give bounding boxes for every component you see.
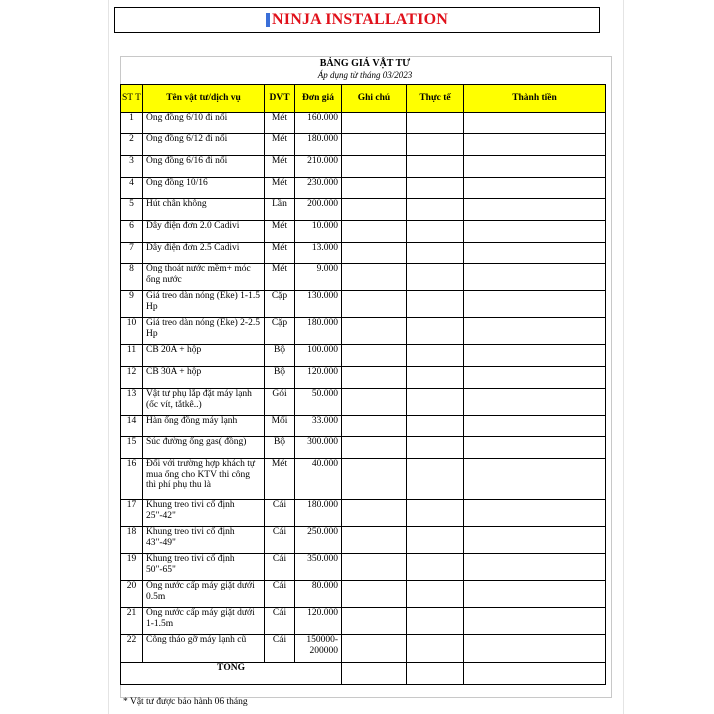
table-header-row: [121, 85, 606, 113]
row-stt-cell: 22: [121, 635, 143, 663]
row-price-cell: 200.000: [295, 199, 342, 221]
table-row: [121, 527, 606, 554]
document-title: BẢNG GIÁ VẬT TƯ: [319, 58, 411, 69]
row-name-cell: Ống nước cấp máy giặt dưới 0.5m: [143, 581, 265, 608]
row-stt-cell: 17: [121, 500, 143, 527]
row-stt-cell: 16: [121, 459, 143, 500]
row-actual-cell[interactable]: [407, 199, 464, 221]
row-actual-cell[interactable]: [407, 389, 464, 416]
row-name-cell: Ống đồng 6/16 đi nổi: [143, 156, 265, 178]
row-name-cell: Hút chân không: [143, 199, 265, 221]
total-amount-cell[interactable]: [464, 663, 606, 685]
row-dvt-cell: Mét: [265, 113, 295, 134]
row-total-cell[interactable]: [464, 178, 606, 199]
row-dvt-cell: Cặp: [265, 318, 295, 345]
row-price-cell: 230.000: [295, 178, 342, 199]
row-name-cell: CB 30A + hộp: [143, 367, 265, 389]
row-actual-cell[interactable]: [407, 367, 464, 389]
row-name-cell: Giá treo dàn nóng (Eke) 1-1.5 Hp: [143, 291, 265, 318]
table-row: [121, 243, 606, 264]
row-actual-cell[interactable]: [407, 113, 464, 134]
header-title: NINJA INSTALLATION: [272, 11, 448, 28]
row-total-cell[interactable]: [464, 635, 606, 663]
row-total-cell[interactable]: [464, 291, 606, 318]
row-note-cell[interactable]: [342, 554, 407, 581]
row-note-cell[interactable]: [342, 178, 407, 199]
row-note-cell[interactable]: [342, 389, 407, 416]
row-total-cell[interactable]: [464, 221, 606, 243]
row-actual-cell[interactable]: [407, 221, 464, 243]
row-dvt-cell: Cặp: [265, 291, 295, 318]
row-stt-cell: 8: [121, 264, 143, 291]
row-price-cell: 9.000: [295, 264, 342, 291]
row-actual-cell[interactable]: [407, 243, 464, 264]
row-name-cell: Khung treo tivi cố định 25"-42": [143, 500, 265, 527]
row-price-cell: 180.000: [295, 318, 342, 345]
row-price-cell: 180.000: [295, 134, 342, 156]
row-price-cell: 10.000: [295, 221, 342, 243]
row-price-cell: 180.000: [295, 500, 342, 527]
row-total-cell[interactable]: [464, 243, 606, 264]
row-dvt-cell: Bộ: [265, 345, 295, 367]
row-price-cell: 120.000: [295, 608, 342, 635]
row-stt-cell: 2: [121, 134, 143, 156]
row-stt-cell: 15: [121, 437, 143, 459]
row-stt-cell: 4: [121, 178, 143, 199]
row-name-cell: Khung treo tivi cố định 50"-65": [143, 554, 265, 581]
table-row: [121, 500, 606, 527]
row-dvt-cell: Mét: [265, 178, 295, 199]
row-note-cell[interactable]: [342, 437, 407, 459]
row-note-cell[interactable]: [342, 243, 407, 264]
row-actual-cell[interactable]: [407, 345, 464, 367]
row-total-cell[interactable]: [464, 527, 606, 554]
row-total-cell[interactable]: [464, 345, 606, 367]
row-name-cell: Đối với trường hợp khách tự mua ống cho KTV thi công thì phí phụ thu là: [143, 459, 265, 500]
row-note-cell[interactable]: [342, 221, 407, 243]
row-actual-cell[interactable]: [407, 554, 464, 581]
table-row: [121, 459, 606, 500]
column-header-actual: Thực tế: [407, 85, 464, 113]
row-price-cell: 40.000: [295, 459, 342, 500]
price-table: [120, 84, 606, 685]
row-note-cell[interactable]: [342, 318, 407, 345]
row-price-cell: 33.000: [295, 416, 342, 437]
row-actual-cell[interactable]: [407, 581, 464, 608]
row-total-cell[interactable]: [464, 459, 606, 500]
column-header-name: Tên vật tư/dịch vụ: [143, 85, 265, 113]
row-total-cell[interactable]: [464, 367, 606, 389]
table-row: [121, 608, 606, 635]
row-note-cell[interactable]: [342, 291, 407, 318]
row-note-cell[interactable]: [342, 199, 407, 221]
row-note-cell[interactable]: [342, 500, 407, 527]
table-row: [121, 264, 606, 291]
row-name-cell: Vật tư phụ lắp đặt máy lạnh (ốc vít, tắtkê..): [143, 389, 265, 416]
row-note-cell[interactable]: [342, 635, 407, 663]
table-row: [121, 554, 606, 581]
row-dvt-cell: Mét: [265, 134, 295, 156]
row-dvt-cell: Mối: [265, 416, 295, 437]
row-stt-cell: 10: [121, 318, 143, 345]
row-actual-cell[interactable]: [407, 178, 464, 199]
row-total-cell[interactable]: [464, 581, 606, 608]
row-name-cell: Ống đồng 10/16: [143, 178, 265, 199]
row-dvt-cell: Lần: [265, 199, 295, 221]
row-note-cell[interactable]: [342, 581, 407, 608]
header-box: [114, 7, 600, 33]
row-total-cell[interactable]: [464, 113, 606, 134]
row-name-cell: CB 20A + hộp: [143, 345, 265, 367]
row-actual-cell[interactable]: [407, 156, 464, 178]
column-header-dvt: DVT: [265, 85, 295, 113]
row-total-cell[interactable]: [464, 389, 606, 416]
row-dvt-cell: Mét: [265, 221, 295, 243]
total-label: TỔNG: [121, 663, 342, 685]
row-total-cell[interactable]: [464, 500, 606, 527]
row-dvt-cell: Mét: [265, 264, 295, 291]
table-row: [121, 389, 606, 416]
row-stt-cell: 13: [121, 389, 143, 416]
table-row: [121, 178, 606, 199]
row-price-cell: 250.000: [295, 527, 342, 554]
row-dvt-cell: Gói: [265, 389, 295, 416]
row-stt-cell: 11: [121, 345, 143, 367]
row-name-cell: Khung treo tivi cố định 43"-49": [143, 527, 265, 554]
table-row: [121, 345, 606, 367]
row-stt-cell: 3: [121, 156, 143, 178]
table-row: [121, 581, 606, 608]
row-note-cell[interactable]: [342, 156, 407, 178]
column-header-note: Ghi chú: [342, 85, 407, 113]
row-dvt-cell: Cái: [265, 635, 295, 663]
row-stt-cell: 21: [121, 608, 143, 635]
row-total-cell[interactable]: [464, 134, 606, 156]
row-note-cell[interactable]: [342, 367, 407, 389]
row-note-cell[interactable]: [342, 113, 407, 134]
row-price-cell: 100.000: [295, 345, 342, 367]
row-name-cell: Dây điện đơn 2.0 Cadivi: [143, 221, 265, 243]
row-note-cell[interactable]: [342, 527, 407, 554]
row-name-cell: Công tháo gỡ máy lạnh cũ: [143, 635, 265, 663]
row-price-cell: 150000-200000: [295, 635, 342, 663]
row-stt-cell: 20: [121, 581, 143, 608]
row-stt-cell: 14: [121, 416, 143, 437]
row-actual-cell[interactable]: [407, 500, 464, 527]
row-note-cell[interactable]: [342, 345, 407, 367]
row-actual-cell[interactable]: [407, 318, 464, 345]
row-dvt-cell: Bộ: [265, 437, 295, 459]
row-stt-cell: 9: [121, 291, 143, 318]
column-header-total: Thành tiền: [464, 85, 606, 113]
row-actual-cell[interactable]: [407, 527, 464, 554]
row-total-cell[interactable]: [464, 437, 606, 459]
row-dvt-cell: Cái: [265, 608, 295, 635]
table-row: [121, 367, 606, 389]
row-actual-cell[interactable]: [407, 635, 464, 663]
row-price-cell: 120.000: [295, 367, 342, 389]
total-actual-cell[interactable]: [407, 663, 464, 685]
table-row: [121, 156, 606, 178]
row-total-cell[interactable]: [464, 318, 606, 345]
table-row: [121, 635, 606, 663]
table-row: [121, 221, 606, 243]
row-price-cell: 210.000: [295, 156, 342, 178]
row-actual-cell[interactable]: [407, 608, 464, 635]
row-total-cell[interactable]: [464, 264, 606, 291]
row-name-cell: Ống nước cấp máy giặt dưới 1-1.5m: [143, 608, 265, 635]
table-row: [121, 437, 606, 459]
row-price-cell: 50.000: [295, 389, 342, 416]
row-actual-cell[interactable]: [407, 291, 464, 318]
row-name-cell: Súc đường ống gas( đồng): [143, 437, 265, 459]
document-subtitle: Áp dụng từ tháng 03/2023: [317, 70, 413, 80]
table-row: [121, 113, 606, 134]
table-row: [121, 318, 606, 345]
row-price-cell: 160.000: [295, 113, 342, 134]
total-row: [121, 663, 606, 685]
row-stt-cell: 7: [121, 243, 143, 264]
row-dvt-cell: Cái: [265, 500, 295, 527]
row-price-cell: 300.000: [295, 437, 342, 459]
row-stt-cell: 1: [121, 113, 143, 134]
row-stt-cell: 19: [121, 554, 143, 581]
table-row: [121, 416, 606, 437]
row-dvt-cell: Mét: [265, 243, 295, 264]
column-header-price: Đơn giá: [295, 85, 342, 113]
row-stt-cell: 5: [121, 199, 143, 221]
row-total-cell[interactable]: [464, 156, 606, 178]
row-note-cell[interactable]: [342, 134, 407, 156]
row-note-cell[interactable]: [342, 608, 407, 635]
row-price-cell: 350.000: [295, 554, 342, 581]
row-dvt-cell: Mét: [265, 156, 295, 178]
row-note-cell[interactable]: [342, 264, 407, 291]
row-name-cell: Dây điện đơn 2.5 Cadivi: [143, 243, 265, 264]
row-dvt-cell: Cái: [265, 527, 295, 554]
row-actual-cell[interactable]: [407, 459, 464, 500]
row-stt-cell: 6: [121, 221, 143, 243]
table-row: [121, 134, 606, 156]
row-name-cell: Ống đồng 6/12 đi nổi: [143, 134, 265, 156]
row-name-cell: Giá treo dàn nóng (Eke) 2-2.5 Hp: [143, 318, 265, 345]
row-dvt-cell: Cái: [265, 581, 295, 608]
row-name-cell: Hàn ống đồng máy lạnh: [143, 416, 265, 437]
footnote: * Vật tư được bảo hành 06 tháng: [123, 697, 248, 707]
row-stt-cell: 18: [121, 527, 143, 554]
row-actual-cell[interactable]: [407, 134, 464, 156]
row-dvt-cell: Cái: [265, 554, 295, 581]
row-dvt-cell: Mét: [265, 459, 295, 500]
row-note-cell[interactable]: [342, 459, 407, 500]
row-dvt-cell: Bộ: [265, 367, 295, 389]
row-actual-cell[interactable]: [407, 437, 464, 459]
row-actual-cell[interactable]: [407, 264, 464, 291]
row-stt-cell: 12: [121, 367, 143, 389]
row-total-cell[interactable]: [464, 554, 606, 581]
column-header-stt: ST T: [121, 85, 143, 113]
table-row: [121, 291, 606, 318]
row-note-cell[interactable]: [342, 416, 407, 437]
row-price-cell: 80.000: [295, 581, 342, 608]
text-cursor-marker: [266, 13, 270, 27]
table-row: [121, 199, 606, 221]
row-price-cell: 130.000: [295, 291, 342, 318]
row-total-cell[interactable]: [464, 416, 606, 437]
row-actual-cell[interactable]: [407, 416, 464, 437]
row-price-cell: 13.000: [295, 243, 342, 264]
row-total-cell[interactable]: [464, 199, 606, 221]
row-name-cell: Ống thoát nước mềm+ móc ống nước: [143, 264, 265, 291]
row-name-cell: Ống đồng 6/10 đi nổi: [143, 113, 265, 134]
row-total-cell[interactable]: [464, 608, 606, 635]
total-note-cell[interactable]: [342, 663, 407, 685]
